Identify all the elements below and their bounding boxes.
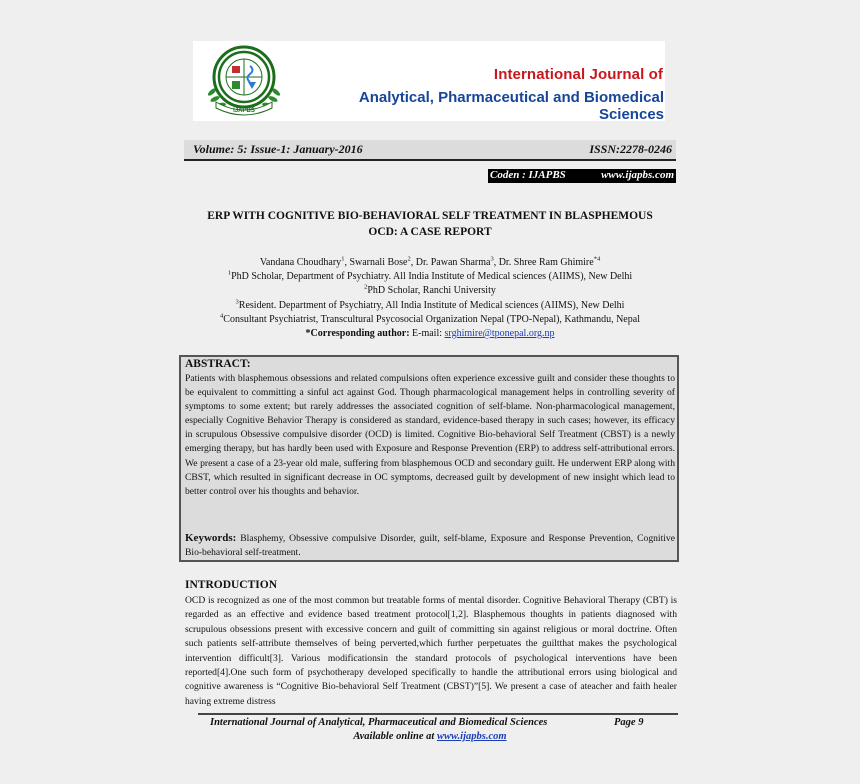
keywords-text: Blasphemy, Obsessive compulsive Disorder, guilt, self-blame, Exposure and Response Prevention, Cognitive Bio-behavioral self-treatment.	[185, 533, 675, 559]
affiliation-4: $^4$Consultant Psychiatrist, Transcultural Psycosocial Organization Nepal (TPO-Nepal), Kathmandu, Nepal	[220, 312, 640, 325]
paper-title-line2: OCD: A CASE REPORT	[368, 226, 492, 238]
journal-logo-icon	[202, 44, 286, 118]
email-link[interactable]: srghimire@tponepal.org.np	[444, 328, 555, 340]
coden: Coden : IJAPBS	[490, 169, 566, 181]
affiliation-3: $^3$Resident. Department of Psychiatry, All India Institute of Medical sciences (AIIMS), New Delhi	[235, 298, 625, 311]
author-list: Vandana Choudhary$^1$, Swarnali Bose$^2$, Dr. Pawan Sharma$^3$, Dr. Shree Ram Ghimire$^{*4}$	[259, 255, 601, 268]
footer-page-number: Page 9	[614, 717, 644, 728]
website-label[interactable]: www.ijapbs.com	[601, 169, 674, 181]
introduction-heading: INTRODUCTION	[185, 579, 278, 591]
footer-journal: International Journal of Analytical, Pharmaceutical and Biomedical Sciences	[210, 717, 548, 728]
footer-url-link[interactable]: www.ijapbs.com	[436, 731, 507, 742]
authors-block	[180, 256, 680, 341]
journal-title-line2: Analytical, Pharmaceutical and Biomedical Sciences	[358, 89, 664, 123]
paper-title	[190, 208, 670, 240]
svg-text:IJAPBS: IJAPBS	[233, 108, 255, 114]
affiliation-1: $^1$PhD Scholar, Department of Psychiatry. All India Institute of Medical sciences (AIIMS), New Delhi	[227, 269, 633, 283]
affiliation-2: $^2$PhD Scholar, Ranchi University	[364, 284, 496, 297]
paper-title-line1: ERP WITH COGNITIVE BIO-BEHAVIORAL SELF TREATMENT IN BLASPHEMOUS	[207, 210, 653, 222]
journal-title-line1: International Journal of	[493, 66, 663, 83]
footer-divider	[198, 713, 678, 715]
corresponding-author: *Corresponding author: E-mail: srghimire@tponepal.org.np	[305, 328, 555, 340]
issn: ISSN:2278-0246	[589, 142, 672, 156]
introduction-text: OCD is recognized as one of the most common but treatable forms of mental disorder. Cognitive Behavioral Therapy (CBT) is regarded as an effective and evidence based treatment protocol[1,2]. Blasphemous thoughts in patients diagnosed with scrupulous obsessions present with excessive concern and guilt of committing sin against religious or moral doctrine. Often such patients self-attribute themselves of being perverted,which further perpetuates the guiltthat makes the psychological intervention difficult[3]. Various modificationsin the standard protocols of psychological interventions have been reported[4].One such form of psychotherapy developed specifically to handle the attributional errors using biological and cognitive awareness is “Cognitive Bio-behavioral Self Treatment (CBST)”[5]. We present a case of ateacher and faith healer having extreme distress	[185, 595, 677, 707]
keywords	[185, 531, 675, 560]
volume-issue: Volume: 5: Issue-1: January-2016	[193, 142, 363, 156]
abstract-text: Patients with blasphemous obsessions and related compulsions often experience excessive guilt and consider these thoughts to be equivalent to committing a sinful act against God. Though pharmacological management helps in controlling severity of symptoms to some extent; but rarely addresses the associated cognition of self-blame. Non-pharmacological management, especially Cognitive Behavior Therapy is considered as standard, evidence-based therapy in such cases; however, its efficacy in scrupulous Obsessive compulsive disorder (OCD) is limited. Cognitive Bio-behavioral Self Treatment (CBST) is a newly emerging therapy, but has hardly been used with Exposure and Response Prevention (ERP) to address self-attributional errors. We present a case of a 23-year old male, suffering from blasphemous OCD and secondary guilt. He underwent ERP along with CBST, which resulted in significant decrease in OC symptoms, decreased guilt by development of new insight which lead to better control over his thoughts and behavior.	[185, 373, 675, 497]
keywords-label: Keywords:	[185, 532, 237, 544]
abstract-heading: ABSTRACT:	[185, 358, 251, 370]
footer-availability: Available online at www.ijapbs.com	[353, 731, 507, 742]
